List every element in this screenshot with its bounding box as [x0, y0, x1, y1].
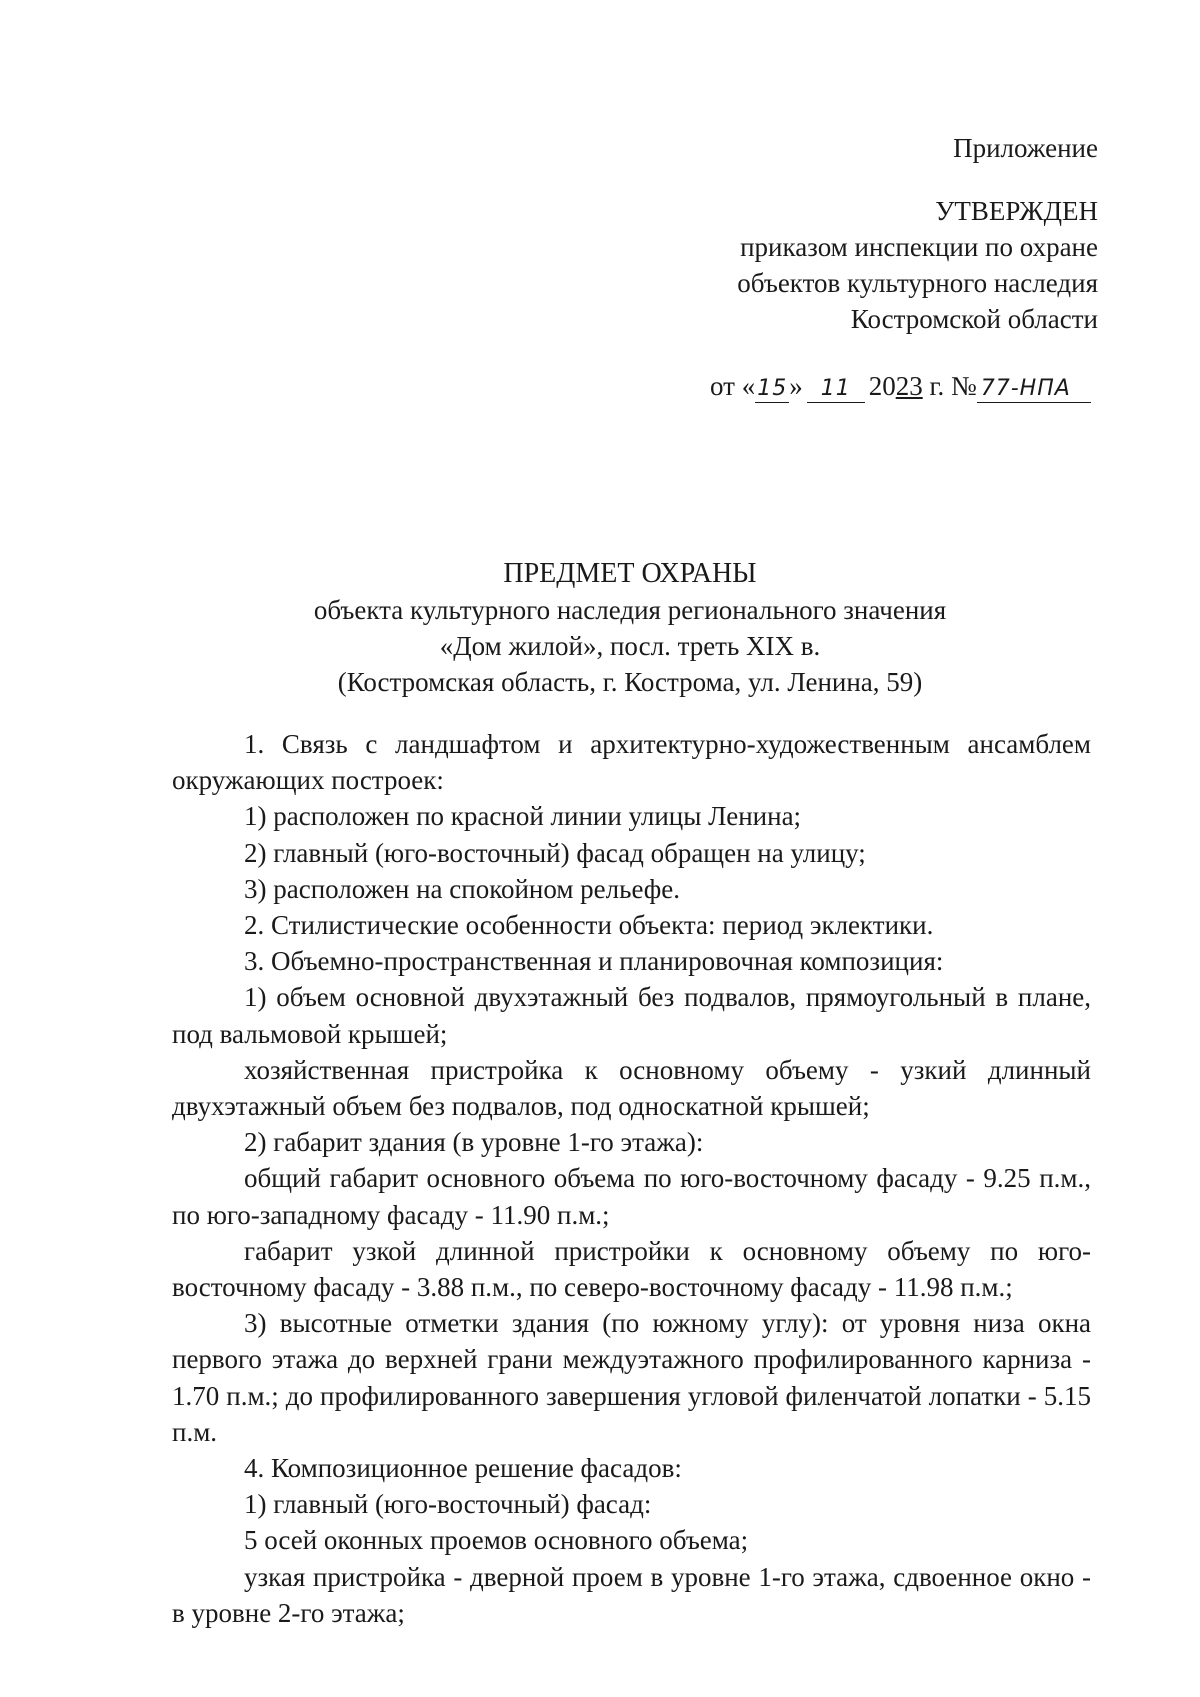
year-prefix: 20: [868, 371, 896, 401]
title-subline: объекта культурного наследия регионального значения: [313, 595, 947, 625]
body-paragraph: 3) высотные отметки здания (по южному углу): от уровня низа окна первого этажа до верхней грани междуэтажного профилированного карниза - 1.70 п.м.; до профилированного завершения угловой филенчатой лопатки - 5.15 п.м.: [172, 1308, 1091, 1447]
title-block: [170, 556, 1090, 700]
appendix-text: Приложение: [953, 133, 1098, 163]
body-paragraph: хозяйственная пристройка к основному объему - узкий длинный двухэтажный объем без подвалов, под односкатной крышей;: [172, 1054, 1091, 1122]
approved-heading: УТВЕРЖДЕН: [935, 196, 1098, 226]
body-paragraph: 3. Объемно-пространственная и планировочная композиция:: [244, 946, 944, 977]
body-paragraph: 1) расположен по красной линии улицы Ленина;: [244, 801, 802, 832]
body-paragraph: 2) главный (юго-восточный) фасад обращен на улицу;: [244, 837, 866, 868]
body-paragraph: 1. Связь с ландшафтом и архитектурно-художественным ансамблем окружающих построек:: [172, 729, 1091, 796]
body-paragraph: 1) объем основной двухэтажный без подвалов, прямоугольный в плане, под вальмовой крышей;: [172, 982, 1091, 1049]
title-subline: «Дом жилой», посл. треть XIX в.: [439, 631, 821, 661]
appendix-label: [953, 130, 1098, 166]
body-paragraph: 1) главный (юго-восточный) фасад:: [244, 1489, 652, 1520]
number-prefix: г. №: [922, 371, 977, 401]
approved-by-line: объектов культурного наследия: [737, 268, 1098, 298]
approval-block: [737, 193, 1098, 337]
approved-by-line: приказом инспекции по охране: [740, 232, 1098, 262]
title-subline: (Костромская область, г. Кострома, ул. Ленина, 59): [337, 667, 923, 697]
order-date-line: [710, 368, 1091, 404]
handwritten-day: 15: [757, 376, 788, 401]
body-paragraph: 3) расположен на спокойном рельефе.: [244, 873, 680, 904]
handwritten-month: 11: [807, 376, 865, 403]
date-prefix: от «: [710, 371, 756, 401]
handwritten-order-number: 77-НПА: [977, 376, 1091, 403]
body-paragraph: 4. Композиционное решение фасадов:: [244, 1453, 682, 1484]
body-paragraph: 5 осей оконных проемов основного объема;: [244, 1525, 749, 1556]
body-paragraph: общий габарит основного объема по юго-восточному фасаду - 9.25 п.м., по юго-западному фасаду - 11.90 п.м.;: [172, 1163, 1091, 1230]
body-paragraph: узкая пристройка - дверной проем в уровне 1-го этажа, сдвоенное окно - в уровне 2-го этажа;: [172, 1561, 1091, 1628]
body-paragraph: габарит узкой длинной пристройки к основному объему по юго-восточному фасаду - 3.88 п.м., по северо-восточному фасаду - 11.98 п.м.;: [172, 1235, 1091, 1303]
year-suffix: 23: [895, 371, 923, 401]
document-body: [172, 726, 1091, 1631]
date-mid: »: [789, 371, 803, 401]
body-paragraph: 2) габарит здания (в уровне 1-го этажа):: [244, 1127, 704, 1158]
document-title: ПРЕДМЕТ ОХРАНЫ: [503, 558, 757, 589]
approved-by-line: Костромской области: [850, 304, 1098, 334]
body-paragraph: 2. Стилистические особенности объекта: период эклектики.: [244, 910, 934, 941]
